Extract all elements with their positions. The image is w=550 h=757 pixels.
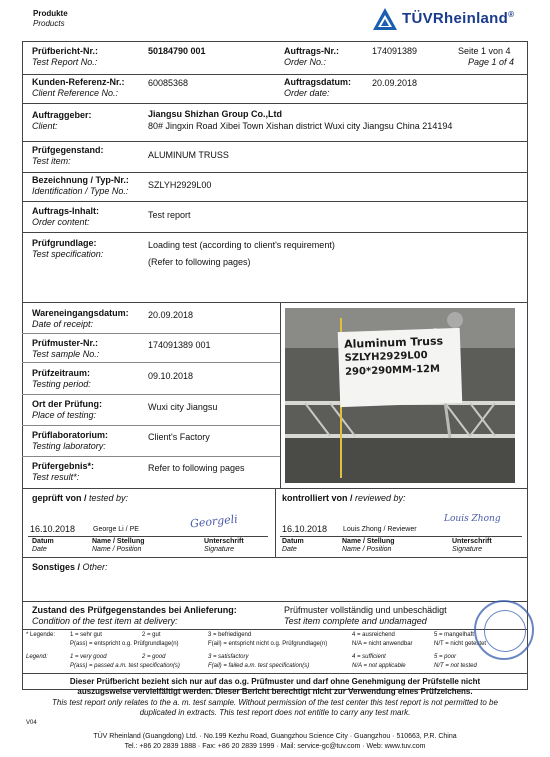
condition-value-en: Test item complete and undamaged xyxy=(284,616,427,626)
divider xyxy=(22,601,528,602)
legend-de-na: N/A = nicht anwendbar xyxy=(352,641,413,647)
client-ref-label-en: Client Reference No.: xyxy=(32,88,119,98)
order-content-label-en: Order content: xyxy=(32,217,90,227)
condition-label: Zustand des Prüfgegenstandes bei Anlieferung: xyxy=(32,605,237,615)
col-sig-de: Unterschrift xyxy=(452,538,492,545)
receipt-label: Wareneingangsdatum: xyxy=(32,308,129,318)
disclaimer-en-1: This test report only relates to the a. m. test sample. Without permission of the test center this test report is not permitted to be xyxy=(52,698,498,707)
divider xyxy=(22,103,528,104)
photo-sign-line-2: SZLYH2929L00 xyxy=(344,350,428,364)
tested-by-label-en: tested by: xyxy=(89,493,129,503)
sample-label-en: Test sample No.: xyxy=(32,349,100,359)
col-date-en: Date xyxy=(282,546,297,553)
header-title-de: Produkte xyxy=(33,9,68,18)
reviewed-by-label-de: kontrolliert von / xyxy=(282,493,353,503)
spec-line-1: Loading test (according to client's requirement) xyxy=(148,240,335,250)
legend-en-fail: F(ail) = failed a.m. test specification(s) xyxy=(208,663,310,669)
client-ref-value: 60085368 xyxy=(148,78,189,88)
tested-signature: Georgeli xyxy=(189,512,239,531)
divider xyxy=(22,629,528,630)
legend-en-nt: N/T = not tested xyxy=(434,663,477,669)
period-label-en: Testing period: xyxy=(32,379,91,389)
order-no-value: 174091389 xyxy=(372,46,418,56)
company-seal-stamp xyxy=(474,600,534,660)
other-label-en: Other: xyxy=(82,562,108,572)
test-item-value: ALUMINUM TRUSS xyxy=(148,150,229,160)
col-name-de: Name / Stellung xyxy=(92,538,145,545)
order-date-label: Auftragsdatum: xyxy=(284,77,351,87)
tested-by-label-de: geprüft von / xyxy=(32,493,87,503)
other-label xyxy=(32,562,108,572)
legend-en-2: 2 = good xyxy=(142,654,166,660)
divider xyxy=(22,362,280,363)
client-address: 80# Jingxin Road Xibei Town Xishan district Wuxi city Jiangsu China 214194 xyxy=(148,121,453,131)
disclaimer-en-2: duplicated in extracts. This test report does not entitle to carry any test mark. xyxy=(139,708,411,717)
result-label-en: Test result*: xyxy=(32,472,80,482)
divider xyxy=(22,141,528,142)
tested-name: George Li / PE xyxy=(93,526,139,533)
footer-address: TÜV Rheinland (Guangdong) Ltd. · No.199 Kezhu Road, Guangzhou Science City · Guangzhou · 510663, P.R. China xyxy=(93,733,457,740)
receipt-value: 20.09.2018 xyxy=(148,310,194,320)
order-no-label: Auftrags-Nr.: xyxy=(284,46,340,56)
divider xyxy=(22,557,528,558)
legend-en-3: 3 = satisfactory xyxy=(208,654,249,660)
tested-date: 16.10.2018 xyxy=(30,524,76,534)
place-label: Ort der Prüfung: xyxy=(32,399,102,409)
divider xyxy=(22,232,528,233)
receipt-label-en: Date of receipt: xyxy=(32,319,94,329)
form-code: V04 xyxy=(26,720,37,726)
place-value: Wuxi city Jiangsu xyxy=(148,402,218,412)
order-content-label: Auftrags-Inhalt: xyxy=(32,206,99,216)
place-label-en: Place of testing: xyxy=(32,410,97,420)
tested-by-label xyxy=(32,493,128,503)
test-item-label-en: Test item: xyxy=(32,156,71,166)
divider xyxy=(22,673,528,674)
sample-value: 174091389 001 xyxy=(148,340,211,350)
legend-en-pass: P(ass) = passed a.m. test specification(s) xyxy=(70,663,180,669)
reviewed-signature: Louis Zhong xyxy=(444,514,501,524)
spec-label-en: Test specification: xyxy=(32,249,104,259)
condition-label-en: Condition of the test item at delivery: xyxy=(32,616,178,626)
divider xyxy=(22,456,280,457)
divider xyxy=(22,172,528,173)
period-label: Prüfzeitraum: xyxy=(32,368,91,378)
reviewed-date: 16.10.2018 xyxy=(282,524,328,534)
result-label: Prüfergebnis*: xyxy=(32,461,95,471)
reviewed-name: Louis Zhong / Reviewer xyxy=(343,526,417,533)
page-number-en: Page 1 of 4 xyxy=(468,57,515,67)
brand-registered: ® xyxy=(508,10,515,19)
divider xyxy=(28,536,268,537)
page-number-de: Seite 1 von 4 xyxy=(458,46,511,56)
client-ref-label: Kunden-Referenz-Nr.: xyxy=(32,77,125,87)
col-sig-en: Signature xyxy=(204,546,234,553)
legend-en-1: 1 = very good xyxy=(70,654,107,660)
divider xyxy=(22,302,528,303)
col-name-de: Name / Stellung xyxy=(342,538,395,545)
col-date-de: Datum xyxy=(282,538,304,545)
ident-value: SZLYH2929L00 xyxy=(148,180,212,190)
lab-label-en: Testing laboratory: xyxy=(32,441,106,451)
divider xyxy=(22,201,528,202)
legend-label-en: Legend: xyxy=(26,654,48,660)
legend-de-4: 4 = ausreichend xyxy=(352,632,395,638)
order-content-value: Test report xyxy=(148,210,191,220)
brand-text: TÜVRheinland xyxy=(402,10,509,27)
divider xyxy=(280,536,522,537)
legend-en-5: 5 = poor xyxy=(434,654,457,660)
order-date-label-en: Order date: xyxy=(284,88,330,98)
brand-name xyxy=(402,10,514,27)
result-value: Refer to following pages xyxy=(148,463,245,473)
footer-contact: Tel.: +86 20 2839 1888 · Fax: +86 20 2839 1999 · Mail: service-gc@tuv.com · Web: www.tuv.com xyxy=(124,743,426,750)
divider xyxy=(22,74,528,75)
legend-en-4: 4 = sufficient xyxy=(352,654,386,660)
col-name-en: Name / Position xyxy=(342,546,392,553)
legend-de-nt: N/T = nicht getestet xyxy=(434,641,487,647)
col-sig-en: Signature xyxy=(452,546,482,553)
divider xyxy=(22,425,280,426)
lab-value: Client's Factory xyxy=(148,432,210,442)
legend-de-1: 1 = sehr gut xyxy=(70,632,102,638)
reviewed-by-label xyxy=(282,493,406,503)
report-no-label-en: Test Report No.: xyxy=(32,57,98,67)
legend-label-de: * Legende: xyxy=(26,632,56,638)
spec-line-2: (Refer to following pages) xyxy=(148,257,251,267)
client-label-en: Client: xyxy=(32,121,58,131)
col-date-de: Datum xyxy=(32,538,54,545)
disclaimer-de-2: auszugsweise vervielfältigt werden. Dieser Bericht berechtigt nicht zur Verwendung eines Prüfzeichens. xyxy=(77,687,473,696)
legend-en-na: N/A = not applicable xyxy=(352,663,406,669)
condition-value: Prüfmuster vollständig und unbeschädigt xyxy=(284,605,447,615)
disclaimer-de-1: Dieser Prüfbericht bezieht sich nur auf das o.g. Prüfmuster und darf ohne Genehmigung der Prüfstelle nicht xyxy=(69,677,481,686)
divider xyxy=(280,302,281,488)
truss-label-sign xyxy=(338,328,463,407)
col-date-en: Date xyxy=(32,546,47,553)
legend-de-fail: F(ail) = entspricht nicht o.g. Prüfgrundlage(n) xyxy=(208,641,328,647)
client-name: Jiangsu Shizhan Group Co.,Ltd xyxy=(148,109,282,119)
report-no-label: Prüfbericht-Nr.: xyxy=(32,46,99,56)
client-label: Auftraggeber: xyxy=(32,110,92,120)
legend-de-2: 2 = gut xyxy=(142,632,161,638)
lab-label: Prüflaboratorium: xyxy=(32,430,109,440)
period-value: 09.10.2018 xyxy=(148,371,194,381)
photo-sign-line-3: 290*290MM-12M xyxy=(344,363,441,378)
legend-de-3: 3 = befriedigend xyxy=(208,632,252,638)
divider xyxy=(22,333,280,334)
divider xyxy=(275,488,276,557)
sample-label: Prüfmuster-Nr.: xyxy=(32,338,99,348)
other-label-de: Sonstiges / xyxy=(32,562,81,572)
col-name-en: Name / Position xyxy=(92,546,142,553)
ident-label-en: Identification / Type No.: xyxy=(32,186,129,196)
order-date-value: 20.09.2018 xyxy=(372,78,418,88)
spec-label: Prüfgrundlage: xyxy=(32,238,97,248)
legend-de-5: 5 = mangelhaft xyxy=(434,632,474,638)
photo-sign-line-1: Aluminum Truss xyxy=(343,334,444,351)
reviewed-by-label-en: reviewed by: xyxy=(355,493,406,503)
divider xyxy=(22,394,280,395)
report-no-value: 50184790 001 xyxy=(148,46,206,56)
col-sig-de: Unterschrift xyxy=(204,538,244,545)
ident-label: Bezeichnung / Typ-Nr.: xyxy=(32,175,129,185)
tuv-logo-icon xyxy=(372,7,398,31)
legend-de-pass: P(ass) = entspricht o.g. Prüfgrundlage(n) xyxy=(70,641,179,647)
order-no-label-en: Order No.: xyxy=(284,57,327,67)
header-title-en: Products xyxy=(33,19,65,28)
test-item-label: Prüfgegenstand: xyxy=(32,145,104,155)
